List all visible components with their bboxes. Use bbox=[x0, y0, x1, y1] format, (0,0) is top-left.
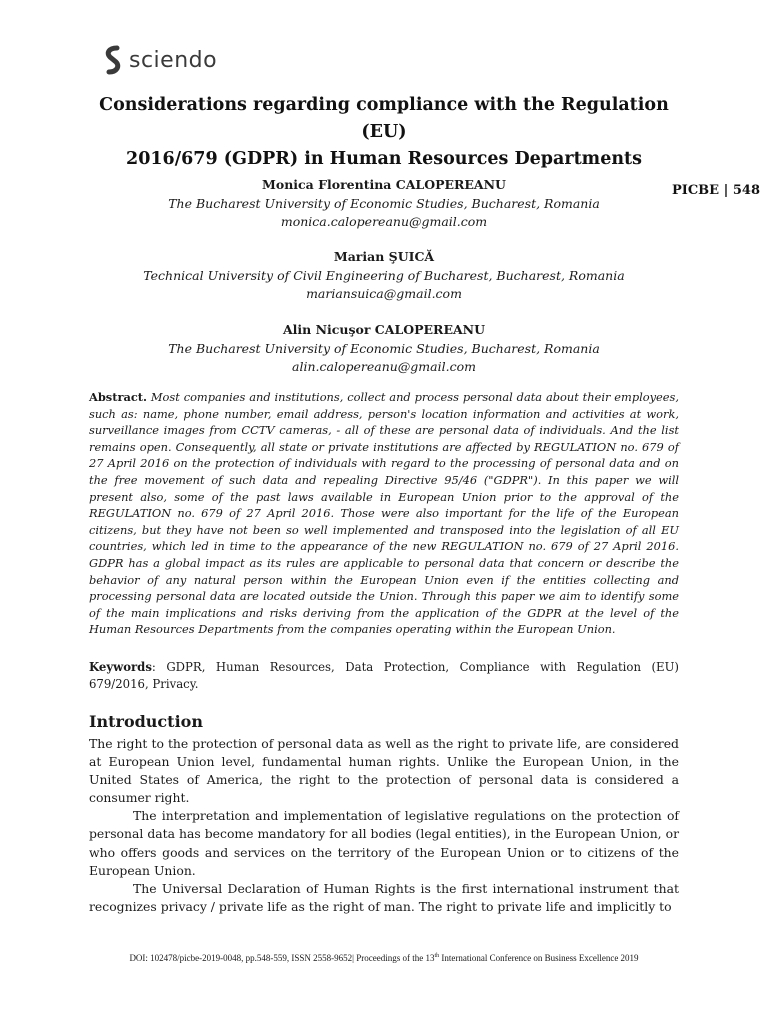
paragraph: The right to the protection of personal data as well as the right to private life, are considered at European Union level, fundamental human rights. Unlike the European Union, in the United States of America, the right to the protection of personal data is considered a consumer right. bbox=[89, 736, 679, 806]
keywords-text: : GDPR, Human Resources, Data Protection, Compliance with Regulation (EU) 679/2016, Privacy. bbox=[89, 660, 679, 691]
abstract-text: Most companies and institutions, collect and process personal data about their employees, such as: name, phone number, email address, person's location information and activities at work, surveillance images from CCTV cameras, - all of these are personal data of individuals. And the list remains open. Consequently, all state or private institutions are affected by REGULATION no. 679 of 27 April 2016 on the protection of individuals with regard to the processing of personal data and on the free movement of such data and repealing Directive 95/46 ("GDPR"). In this paper we will present also, some of the past laws available in European Union prior to the approval of the REGULATION no. 679 of 27 April 2016. Those were also important for the life of the European citizens, but they have not been so well implemented and transposed into the legislation of all EU countries, which led in time to the appearance of the new REGULATION no. 679 of 27 April 2016. GDPR has a global impact as its rules are applicable to personal data that concern or describe the behavior of any natural person within the European Union even if the entities collecting and processing personal data are located outside the Union. Through this paper we aim to identify some of the main implications and risks deriving from the application of the GDPR at the level of the Human Resources Departments from the companies operating within the European Union. bbox=[89, 390, 679, 637]
publisher-name: sciendo bbox=[129, 47, 218, 73]
title-line-1: Considerations regarding compliance with the Regulation (EU) bbox=[99, 95, 669, 142]
keywords-label: Keywords bbox=[89, 660, 152, 674]
author-affiliation: The Bucharest University of Economic Studies, Bucharest, Romania bbox=[168, 340, 600, 356]
author-name: Monica Florentina CALOPEREANU bbox=[262, 177, 506, 192]
author-email: mariansuica@gmail.com bbox=[306, 286, 462, 301]
sciendo-logo-icon bbox=[103, 45, 123, 75]
author-name: Marian ŞUICĂ bbox=[333, 249, 435, 264]
author-affiliation: Technical University of Civil Engineering of Bucharest, Bucharest, Romania bbox=[143, 267, 625, 283]
footer-text-2: International Conference on Business Excellence 2019 bbox=[439, 953, 639, 963]
author-affiliation: The Bucharest University of Economic Studies, Bucharest, Romania bbox=[168, 195, 600, 211]
abstract bbox=[89, 389, 679, 638]
footer-superscript: th bbox=[434, 953, 440, 959]
paper-title bbox=[80, 92, 688, 173]
keywords bbox=[89, 659, 679, 693]
footer-text-1: DOI: 102478/picbe-2019-0048, pp.548-559, ISSN 2558-9652| Proceedings of the 13 bbox=[129, 953, 435, 963]
paragraph: The Universal Declaration of Human Rights is the first international instrument that recognizes privacy / private life as the right of man. The right to private life and implicitly to bbox=[89, 880, 679, 914]
section-heading-introduction: Introduction bbox=[89, 712, 203, 731]
author-email: alin.calopereanu@gmail.com bbox=[292, 359, 476, 374]
paragraph: The interpretation and implementation of legislative regulations on the protection of personal data has become mandatory for all bodies (legal entities), in the European Union, or who offers goods and services on the territory of the European Union or to citizens of the European Union. bbox=[89, 808, 679, 878]
introduction-body bbox=[89, 735, 679, 916]
author-email: monica.calopereanu@gmail.com bbox=[280, 214, 488, 229]
author-1 bbox=[100, 176, 668, 232]
page-footer bbox=[96, 949, 672, 965]
title-line-2: 2016/679 (GDPR) in Human Resources Departments bbox=[126, 149, 642, 169]
page-reference: PICBE | 548 bbox=[671, 183, 760, 198]
publisher-logo bbox=[103, 44, 217, 76]
author-2 bbox=[100, 248, 668, 304]
author-3 bbox=[100, 321, 668, 377]
author-name: Alin Nicuşor CALOPEREANU bbox=[282, 322, 485, 337]
abstract-label: Abstract. bbox=[89, 390, 148, 404]
